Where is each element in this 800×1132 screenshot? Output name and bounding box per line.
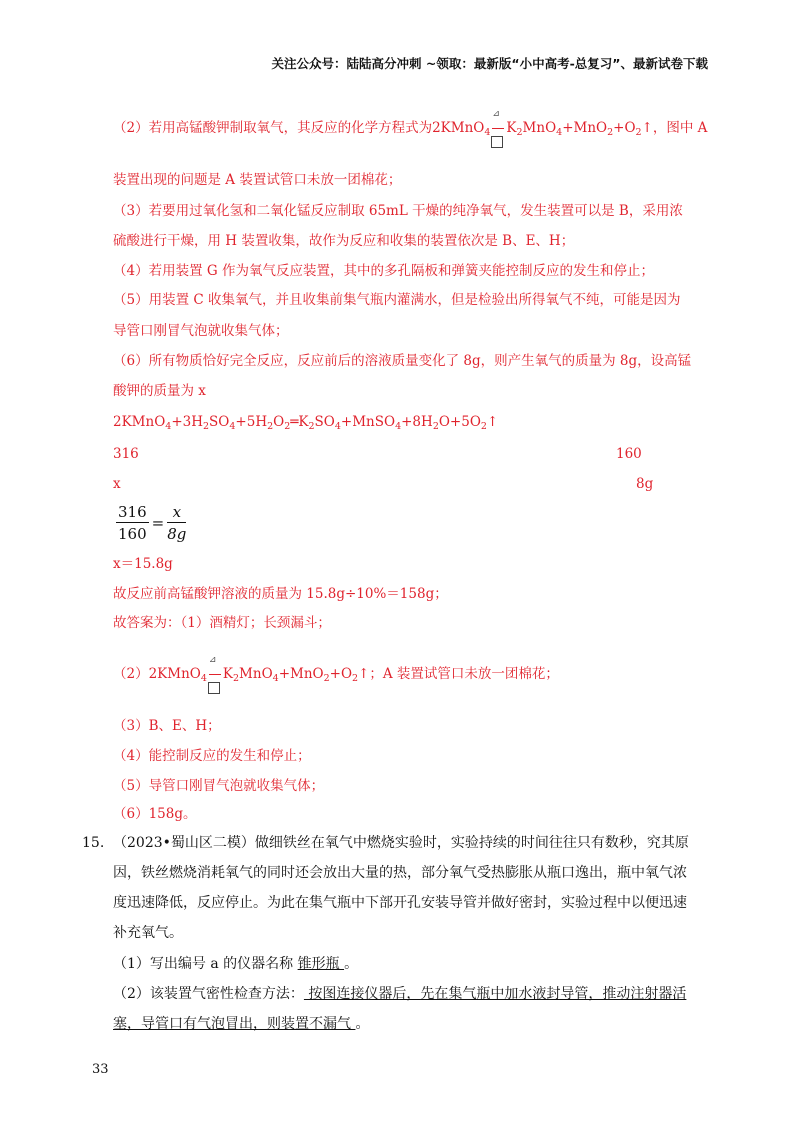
question-line2: 因，铁丝燃烧消耗氧气的同时还会放出大量的热，部分氧气受热膨胀从瓶口逸出，瓶中氧气浓 (113, 865, 687, 881)
heat-condition-icon: ⊿ (208, 668, 222, 682)
heat-condition-icon: ⊿ (491, 122, 505, 136)
solution-part2 (113, 108, 708, 138)
answer-blank-2b: 塞，导管口有气泡冒出，则装置不漏气 (113, 1016, 356, 1032)
answer-part4: （4）能控制反应的发生和停止； (113, 748, 311, 764)
question-line1: （2023•蜀山区二模）做细铁丝在氧气中燃烧实验时，实验持续的时间往往只有数秒，究其原 (113, 835, 689, 851)
subquestion-1: （1）写出编号 a 的仪器名称 锥形瓶 。 (113, 956, 359, 972)
subquestion-2: （2）该装置气密性检查方法： 按图连接仪器后，先在集气瓶中加水液封导管，推动注射器活 (113, 986, 687, 1002)
question-line4: 补充氧气。 (113, 925, 183, 941)
question-number: 15. (82, 835, 105, 851)
unknown-x: x (113, 476, 121, 492)
part2-text: （2）若用高锰酸钾制取氧气，其反应的化学方程式为 (113, 120, 433, 136)
question-line3: 度迅速降低，反应停止。为此在集气瓶中下部开孔安装导管并做好密封，实验过程中以便迅速 (113, 895, 687, 911)
reaction-equation: $2KMnO_4+3H_2SO_4+5H_2O_2═K_2SO_4+MnSO_4+8H_2O+5O_2↑$ (113, 414, 499, 432)
x-result: x＝15.8g (113, 556, 173, 572)
solution-part4: （4）若用装置 G 作为氧气反应装置，其中的多孔隔板和弹簧夹能控制反应的发生和停止； (113, 263, 654, 279)
answer-part5: （5）导管口刚冒气泡就收集气体； (113, 778, 325, 794)
solution-part5a: （5）用装置 C 收集氧气，并且收集前集气瓶内灌满水，但是检验出所得氧气不纯，可能是因为 (113, 292, 681, 308)
answer-part3: （3）B、E、H； (113, 718, 221, 734)
equation-products: $K_2MnO_4+MnO_2+O_2↑$ (506, 120, 653, 138)
page-number: 33 (92, 1062, 109, 1077)
part2-tail: ，图中 A (652, 120, 708, 136)
answer-part6: （6）158g。 (113, 806, 197, 822)
oxygen-mass-8g: 8g (636, 476, 654, 492)
answer-part2: （2）2KMnO$_4$ ⊿ $K_2MnO_4+MnO_2+O_2↑$；A 装置试管口未放一团棉花； (113, 666, 559, 682)
molar-mass-160: 160 (616, 446, 642, 462)
proportion-fraction: $\frac{316}{160}$ = $\frac{x}{8g}$ (118, 503, 187, 543)
solution-part5b: 导管口刚冒气泡就收集气体； (113, 323, 289, 339)
equation-kmno4: 2KMnO$_4$ (432, 120, 491, 138)
page-header: 关注公众号：陆陆高分冲刺 ~领取：最新版“小中高考-总复习”、最新试卷下载 (271, 56, 708, 71)
subquestion-2-cont: 塞，导管口有气泡冒出，则装置不漏气 。 (113, 1016, 370, 1032)
molar-mass-316: 316 (113, 446, 139, 462)
solution-mass: 故反应前高锰酸钾溶液的质量为 15.8g÷10%＝158g； (113, 586, 448, 602)
solution-part3b: 硫酸进行干燥，用 H 装置收集，故作为反应和收集的装置依次是 B、E、H； (113, 233, 575, 249)
answer-blank-2a: 按图连接仪器后，先在集气瓶中加水液封导管，推动注射器活 (303, 986, 687, 1002)
solution-part2-cont: 装置出现的问题是 A 装置试管口未放一团棉花； (113, 172, 402, 188)
solution-part6b: 酸钾的质量为 x (113, 383, 206, 399)
answer-blank-1: 锥形瓶 (297, 956, 345, 972)
answer-heading: 故答案为：（1）酒精灯；长颈漏斗； (113, 615, 331, 631)
solution-part3a: （3）若要用过氧化氢和二氧化锰反应制取 65mL 干燥的纯净氧气，发生装置可以是 B，采用浓 (113, 203, 683, 219)
solution-part6a: （6）所有物质恰好完全反应，反应前后的溶液质量变化了 8g，则产生氧气的质量为 8g，设高锰 (113, 353, 692, 369)
